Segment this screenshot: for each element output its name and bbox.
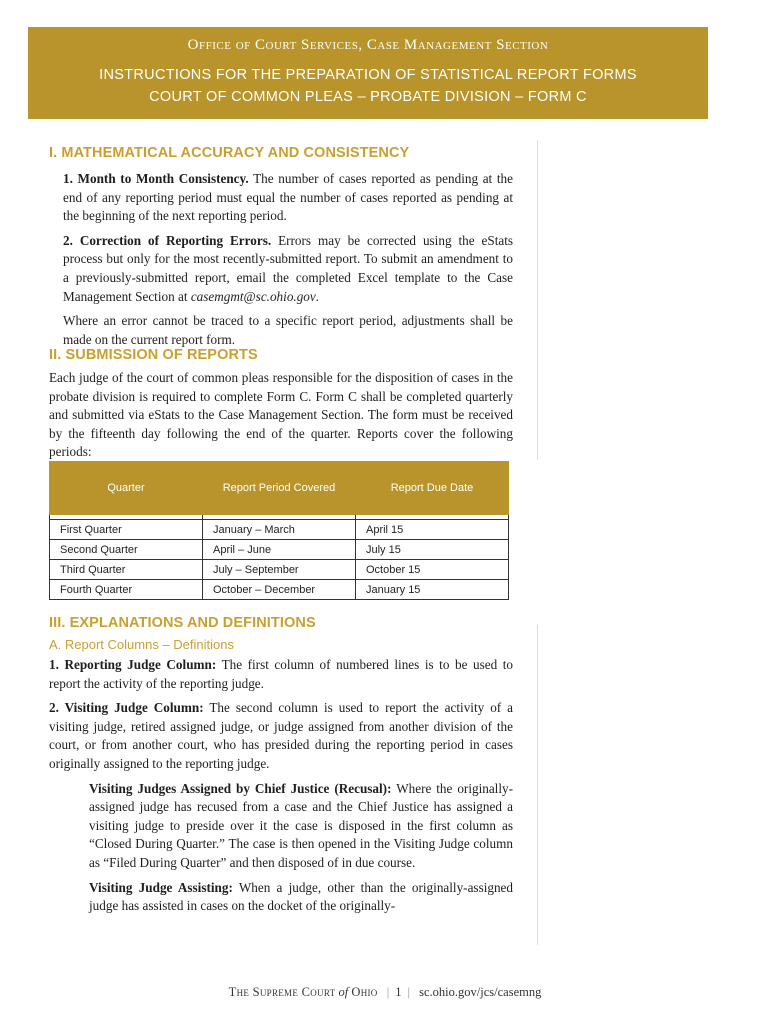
margin-rule — [537, 625, 538, 945]
table-row — [50, 580, 509, 600]
column-header: Report Due Date — [356, 462, 509, 515]
section-submission — [49, 347, 513, 462]
paragraph-adjustments: Where an error cannot be traced to a specific report period, adjustments shall be made on the current report form. — [63, 313, 513, 347]
page-footer — [0, 985, 770, 1000]
paragraph-month-consistency: 1. Month to Month Consistency. The number of cases reported as pending at the end of any reporting period must equal the number of cases reported as pending at the beginning of the next reporting period. — [63, 171, 513, 224]
divider: | — [407, 985, 411, 999]
divider: | — [386, 985, 390, 999]
document-title: INSTRUCTIONS FOR THE PREPARATION OF STATISTICAL REPORT FORMS — [99, 67, 637, 83]
margin-rule — [537, 140, 538, 460]
footer-of: of — [338, 985, 349, 999]
table-cell: July 15 — [356, 540, 509, 560]
section-accuracy — [49, 145, 513, 161]
footer-court: The Supreme Court — [228, 985, 336, 999]
section-accuracy-body — [63, 170, 513, 349]
table-cell: January – March — [203, 520, 356, 540]
table-cell: Fourth Quarter — [50, 580, 203, 600]
section-definitions — [49, 615, 513, 916]
document-subtitle: COURT OF COMMON PLEAS – PROBATE DIVISION – FORM C — [149, 89, 587, 105]
section-heading: III. EXPLANATIONS AND DEFINITIONS — [49, 615, 316, 631]
column-header: Quarter — [50, 462, 203, 515]
table-cell: First Quarter — [50, 520, 203, 540]
paragraph-visiting-judge: 2. Visiting Judge Column: The second column is used to report the activity of a visiting judge, retired assigned judge, or judge assigned from another division of the court, or from another court, who has presided during the reporting period in cases originally assigned to the reporting judge. — [49, 700, 514, 771]
page-header — [28, 27, 708, 119]
section-heading: I. MATHEMATICAL ACCURACY AND CONSISTENCY — [49, 145, 410, 161]
table-header-row — [50, 462, 509, 515]
reporting-periods-table — [49, 461, 509, 600]
paragraph-visiting-assisting: Visiting Judge Assisting: When a judge, other than the originally-assigned judge has assisted in cases on the docket of the originally- — [89, 879, 513, 914]
table-row — [50, 560, 509, 580]
paragraph-recusal: Visiting Judges Assigned by Chief Justice (Recusal): Where the originally-assigned judge has recused from a case and the Chief Justice has assigned a visiting judge to preside over it the case is disposed in the first column as “Closed During Quarter.” The case is then opened in the Visiting Judge column as “Filed During Quarter” and then disposed of in due course. — [89, 780, 513, 870]
table-cell: October – December — [203, 580, 356, 600]
section-heading: II. SUBMISSION OF REPORTS — [49, 347, 258, 363]
table-cell: April 15 — [356, 520, 509, 540]
table-cell: Third Quarter — [50, 560, 203, 580]
paragraph-reporting-judge: 1. Reporting Judge Column: The first column of numbered lines is to be used to report the activity of the reporting judge. — [49, 657, 513, 691]
paragraph-correction-errors: 2. Correction of Reporting Errors. Errors may be corrected using the eStats process but only for the most recently-submitted report. To submit an amendment to a previously-submitted report, email the completed Excel template to the Case Management Section at casemgmt@sc.ohio.gov. — [63, 232, 514, 304]
page-number: 1 — [395, 985, 402, 999]
table-row — [50, 540, 509, 560]
table-cell: April – June — [203, 540, 356, 560]
footer-ohio: Ohio — [351, 985, 378, 999]
table-cell: January 15 — [356, 580, 509, 600]
table-cell: Second Quarter — [50, 540, 203, 560]
column-header: Report Period Covered — [203, 462, 356, 515]
paragraph-submission: Each judge of the court of common pleas responsible for the disposition of cases in the probate division is required to complete Form C. Form C shall be completed quarterly and submitted via eStats to the Case Management Section. The form must be received by the fifteenth day following the end of the quarter. Reports cover the following periods: — [49, 370, 513, 460]
table-cell: October 15 — [356, 560, 509, 580]
email-link[interactable]: casemgmt@sc.ohio.gov — [190, 288, 316, 304]
subsection-heading: A. Report Columns – Definitions — [49, 637, 234, 652]
office-title: Office of Court Services, Case Management Section — [187, 37, 549, 53]
footer-url[interactable]: sc.ohio.gov/jcs/casemng — [419, 985, 542, 999]
table-row — [50, 520, 509, 540]
table-cell: July – September — [203, 560, 356, 580]
